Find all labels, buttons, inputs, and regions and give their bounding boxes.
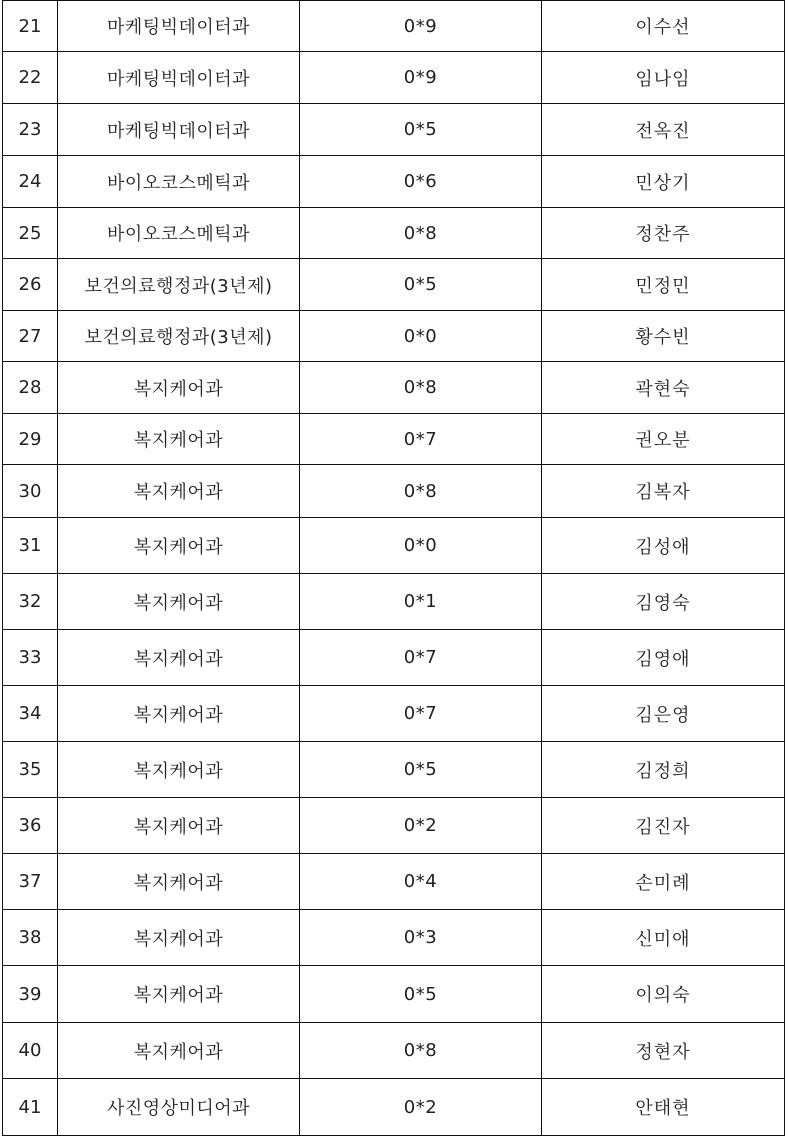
department-cell: 복지케어과 xyxy=(58,465,300,518)
student-code-cell: 0*4 xyxy=(300,854,542,910)
department-cell: 복지케어과 xyxy=(58,630,300,686)
department-cell: 복지케어과 xyxy=(58,742,300,798)
student-name-cell: 민정민 xyxy=(542,259,785,311)
student-name-cell: 정찬주 xyxy=(542,208,785,259)
student-code-cell: 0*7 xyxy=(300,414,542,465)
department-cell: 복지케어과 xyxy=(58,1023,300,1079)
student-code-cell: 0*0 xyxy=(300,311,542,362)
student-name-cell: 황수빈 xyxy=(542,311,785,362)
row-number-cell: 29 xyxy=(3,414,58,465)
student-code-cell: 0*8 xyxy=(300,1023,542,1079)
student-name-cell: 김성애 xyxy=(542,518,785,574)
table-row xyxy=(3,1,785,52)
row-number-cell: 28 xyxy=(3,362,58,414)
row-number-cell: 30 xyxy=(3,465,58,518)
department-cell: 복지케어과 xyxy=(58,910,300,966)
table-row xyxy=(3,465,785,518)
student-name-cell: 김영애 xyxy=(542,630,785,686)
row-number-cell: 38 xyxy=(3,910,58,966)
student-code-cell: 0*7 xyxy=(300,630,542,686)
table-row xyxy=(3,686,785,742)
student-name-cell: 권오분 xyxy=(542,414,785,465)
student-code-cell: 0*2 xyxy=(300,798,542,854)
table-row xyxy=(3,910,785,966)
table-row xyxy=(3,311,785,362)
roster-body xyxy=(3,1,785,1136)
table-row xyxy=(3,1079,785,1136)
row-number-cell: 40 xyxy=(3,1023,58,1079)
table-row xyxy=(3,362,785,414)
student-name-cell: 정현자 xyxy=(542,1023,785,1079)
student-code-cell: 0*5 xyxy=(300,104,542,156)
row-number-cell: 39 xyxy=(3,966,58,1023)
student-code-cell: 0*8 xyxy=(300,465,542,518)
table-row xyxy=(3,52,785,104)
department-cell: 마케팅빅데이터과 xyxy=(58,52,300,104)
row-number-cell: 33 xyxy=(3,630,58,686)
student-code-cell: 0*1 xyxy=(300,574,542,630)
table-row xyxy=(3,966,785,1023)
student-name-cell: 신미애 xyxy=(542,910,785,966)
department-cell: 바이오코스메틱과 xyxy=(58,156,300,208)
row-number-cell: 32 xyxy=(3,574,58,630)
department-cell: 복지케어과 xyxy=(58,854,300,910)
row-number-cell: 21 xyxy=(3,1,58,52)
department-cell: 마케팅빅데이터과 xyxy=(58,1,300,52)
department-cell: 보건의료행정과(3년제) xyxy=(58,311,300,362)
student-name-cell: 민상기 xyxy=(542,156,785,208)
student-code-cell: 0*0 xyxy=(300,518,542,574)
row-number-cell: 34 xyxy=(3,686,58,742)
department-cell: 복지케어과 xyxy=(58,966,300,1023)
row-number-cell: 27 xyxy=(3,311,58,362)
department-cell: 복지케어과 xyxy=(58,686,300,742)
student-name-cell: 김은영 xyxy=(542,686,785,742)
row-number-cell: 31 xyxy=(3,518,58,574)
row-number-cell: 35 xyxy=(3,742,58,798)
student-name-cell: 안태현 xyxy=(542,1079,785,1136)
department-cell: 복지케어과 xyxy=(58,518,300,574)
table-row xyxy=(3,574,785,630)
department-cell: 복지케어과 xyxy=(58,414,300,465)
table-row xyxy=(3,104,785,156)
table-row xyxy=(3,742,785,798)
student-name-cell: 이수선 xyxy=(542,1,785,52)
student-code-cell: 0*8 xyxy=(300,208,542,259)
student-name-cell: 김복자 xyxy=(542,465,785,518)
student-code-cell: 0*5 xyxy=(300,742,542,798)
student-roster-table xyxy=(2,0,785,1136)
row-number-cell: 22 xyxy=(3,52,58,104)
table-row xyxy=(3,259,785,311)
table-row xyxy=(3,518,785,574)
department-cell: 복지케어과 xyxy=(58,574,300,630)
student-code-cell: 0*9 xyxy=(300,52,542,104)
department-cell: 사진영상미디어과 xyxy=(58,1079,300,1136)
department-cell: 복지케어과 xyxy=(58,362,300,414)
student-code-cell: 0*9 xyxy=(300,1,542,52)
department-cell: 복지케어과 xyxy=(58,798,300,854)
table-row xyxy=(3,414,785,465)
student-name-cell: 이의숙 xyxy=(542,966,785,1023)
student-code-cell: 0*6 xyxy=(300,156,542,208)
student-name-cell: 임나임 xyxy=(542,52,785,104)
student-code-cell: 0*5 xyxy=(300,259,542,311)
table-row xyxy=(3,798,785,854)
row-number-cell: 23 xyxy=(3,104,58,156)
student-name-cell: 곽현숙 xyxy=(542,362,785,414)
row-number-cell: 36 xyxy=(3,798,58,854)
row-number-cell: 24 xyxy=(3,156,58,208)
department-cell: 바이오코스메틱과 xyxy=(58,208,300,259)
student-code-cell: 0*8 xyxy=(300,362,542,414)
department-cell: 마케팅빅데이터과 xyxy=(58,104,300,156)
student-code-cell: 0*7 xyxy=(300,686,542,742)
table-row xyxy=(3,854,785,910)
student-name-cell: 김진자 xyxy=(542,798,785,854)
table-row xyxy=(3,156,785,208)
student-name-cell: 김정희 xyxy=(542,742,785,798)
student-name-cell: 전옥진 xyxy=(542,104,785,156)
department-cell: 보건의료행정과(3년제) xyxy=(58,259,300,311)
table-row xyxy=(3,1023,785,1079)
student-code-cell: 0*5 xyxy=(300,966,542,1023)
student-code-cell: 0*3 xyxy=(300,910,542,966)
student-name-cell: 김영숙 xyxy=(542,574,785,630)
row-number-cell: 25 xyxy=(3,208,58,259)
row-number-cell: 37 xyxy=(3,854,58,910)
student-name-cell: 손미례 xyxy=(542,854,785,910)
table-row xyxy=(3,630,785,686)
row-number-cell: 26 xyxy=(3,259,58,311)
row-number-cell: 41 xyxy=(3,1079,58,1136)
student-code-cell: 0*2 xyxy=(300,1079,542,1136)
table-row xyxy=(3,208,785,259)
